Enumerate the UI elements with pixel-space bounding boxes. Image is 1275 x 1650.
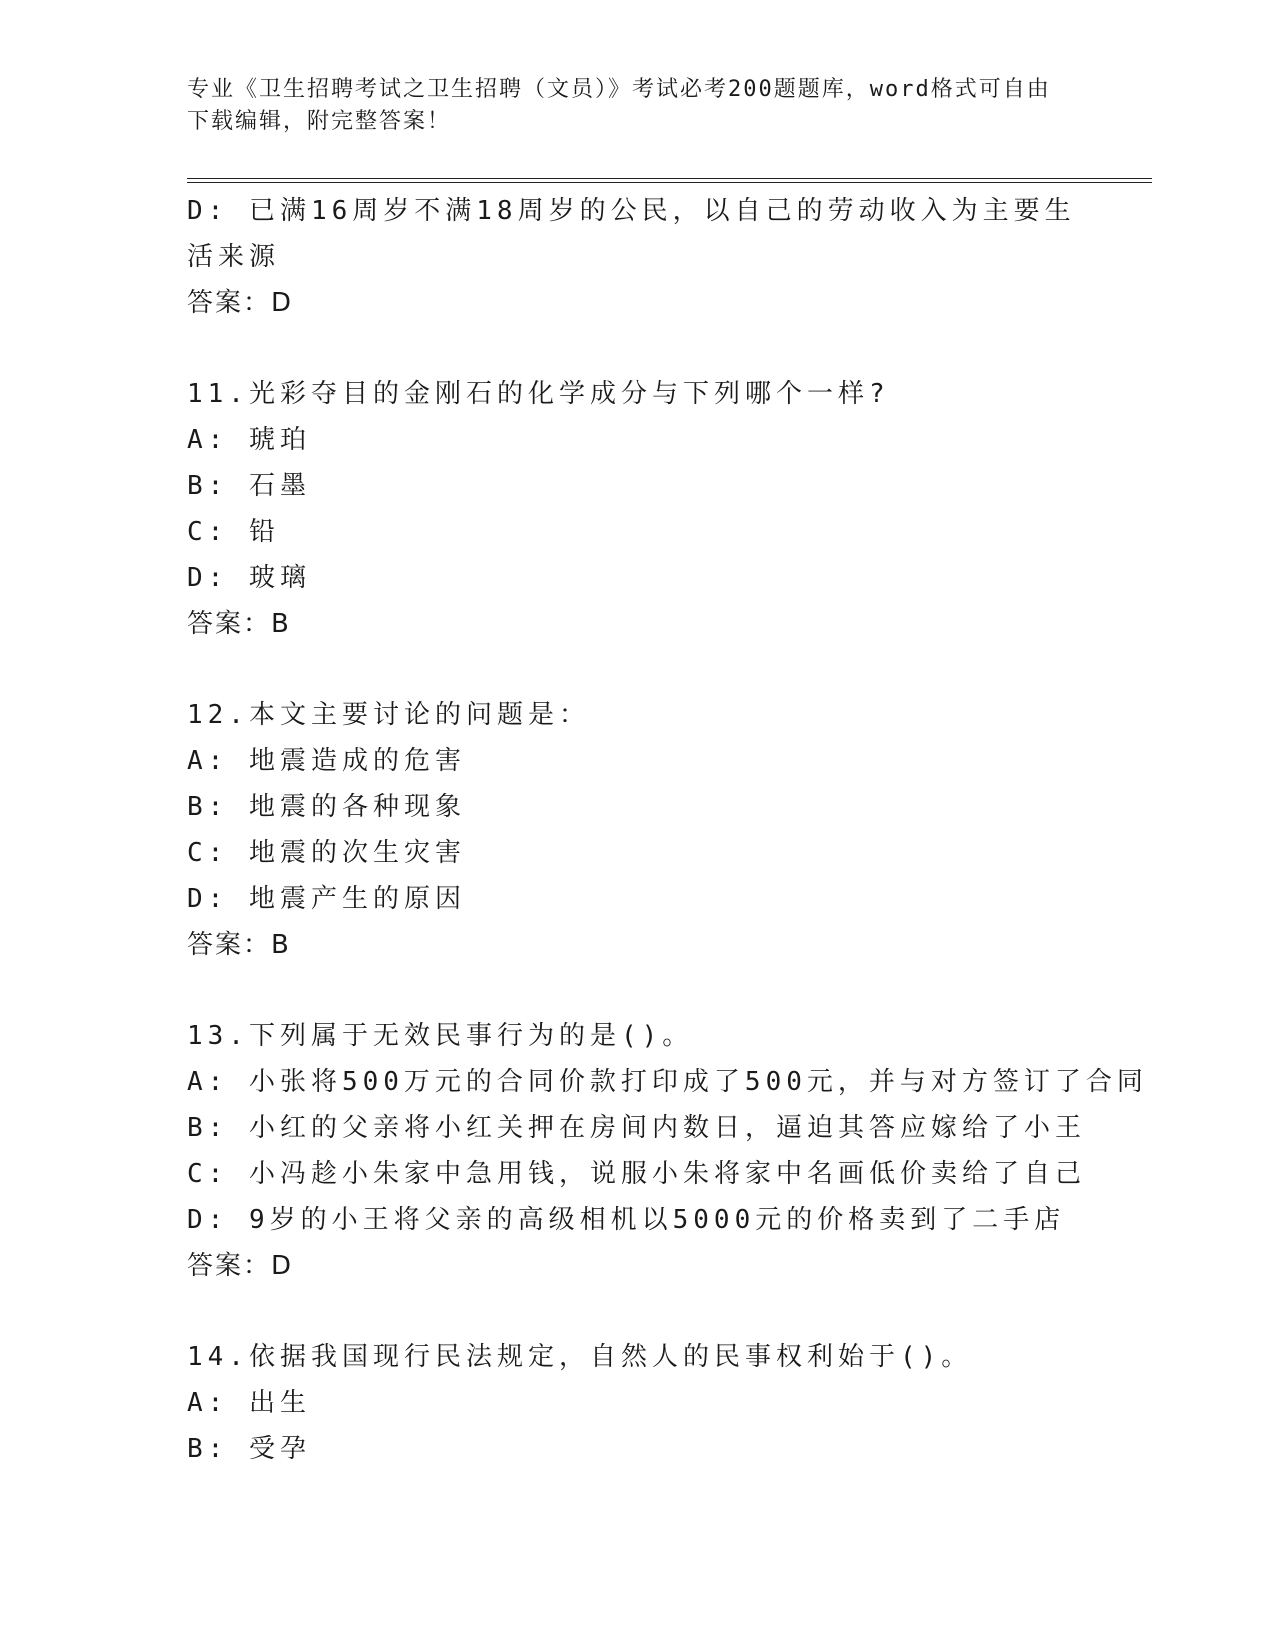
question-14 — [187, 1334, 1087, 1472]
option-b: B: 地震的各种现象 — [187, 792, 466, 822]
option-b: B: 小红的父亲将小红关押在房间内数日，逼迫其答应嫁给了小王 — [187, 1113, 1086, 1143]
question-list — [187, 188, 1148, 1472]
option-d: D: 已满16周岁不满18周岁的公民，以自己的劳动收入为主要生活来源 — [187, 196, 1076, 272]
prev-question — [187, 188, 1087, 326]
option-a: A: 地震造成的危害 — [187, 746, 466, 776]
option-a: A: 琥珀 — [187, 425, 311, 455]
option-d: D: 9岁的小王将父亲的高级相机以5000元的价格卖到了二手店 — [187, 1205, 1066, 1235]
option-b: B: 受孕 — [187, 1434, 311, 1464]
answer: 答案：D — [187, 1251, 294, 1281]
spacer — [187, 968, 1087, 1013]
answer: 答案：B — [187, 609, 291, 639]
option-c: C: 地震的次生灾害 — [187, 838, 466, 868]
option-c: C: 铅 — [187, 517, 280, 547]
spacer — [187, 647, 1087, 692]
answer: 答案：D — [187, 288, 294, 318]
header-rule-top — [187, 178, 1152, 179]
question-stem: 13.下列属于无效民事行为的是()。 — [187, 1021, 694, 1051]
header-rule-bottom — [187, 182, 1152, 183]
spacer — [187, 1289, 1087, 1334]
option-d: D: 玻璃 — [187, 563, 311, 593]
spacer — [187, 326, 1087, 371]
question-12 — [187, 692, 1087, 968]
option-a: A: 出生 — [187, 1388, 311, 1418]
question-stem: 14.依据我国现行民法规定，自然人的民事权利始于()。 — [187, 1342, 973, 1372]
question-13 — [187, 1013, 1148, 1289]
document-header: 专业《卫生招聘考试之卫生招聘（文员）》考试必考200题题库，word格式可自由下载编辑，附完整答案！ — [187, 77, 1051, 134]
question-stem: 12.本文主要讨论的问题是： — [187, 700, 590, 730]
option-c: C: 小冯趁小朱家中急用钱，说服小朱将家中名画低价卖给了自己 — [187, 1159, 1086, 1189]
question-11 — [187, 371, 1087, 647]
option-a: A: 小张将500万元的合同价款打印成了500元，并与对方签订了合同 — [187, 1067, 1148, 1097]
question-stem: 11.光彩夺目的金刚石的化学成分与下列哪个一样? — [187, 379, 890, 409]
option-d: D: 地震产生的原因 — [187, 884, 466, 914]
answer: 答案：B — [187, 930, 291, 960]
option-b: B: 石墨 — [187, 471, 311, 501]
